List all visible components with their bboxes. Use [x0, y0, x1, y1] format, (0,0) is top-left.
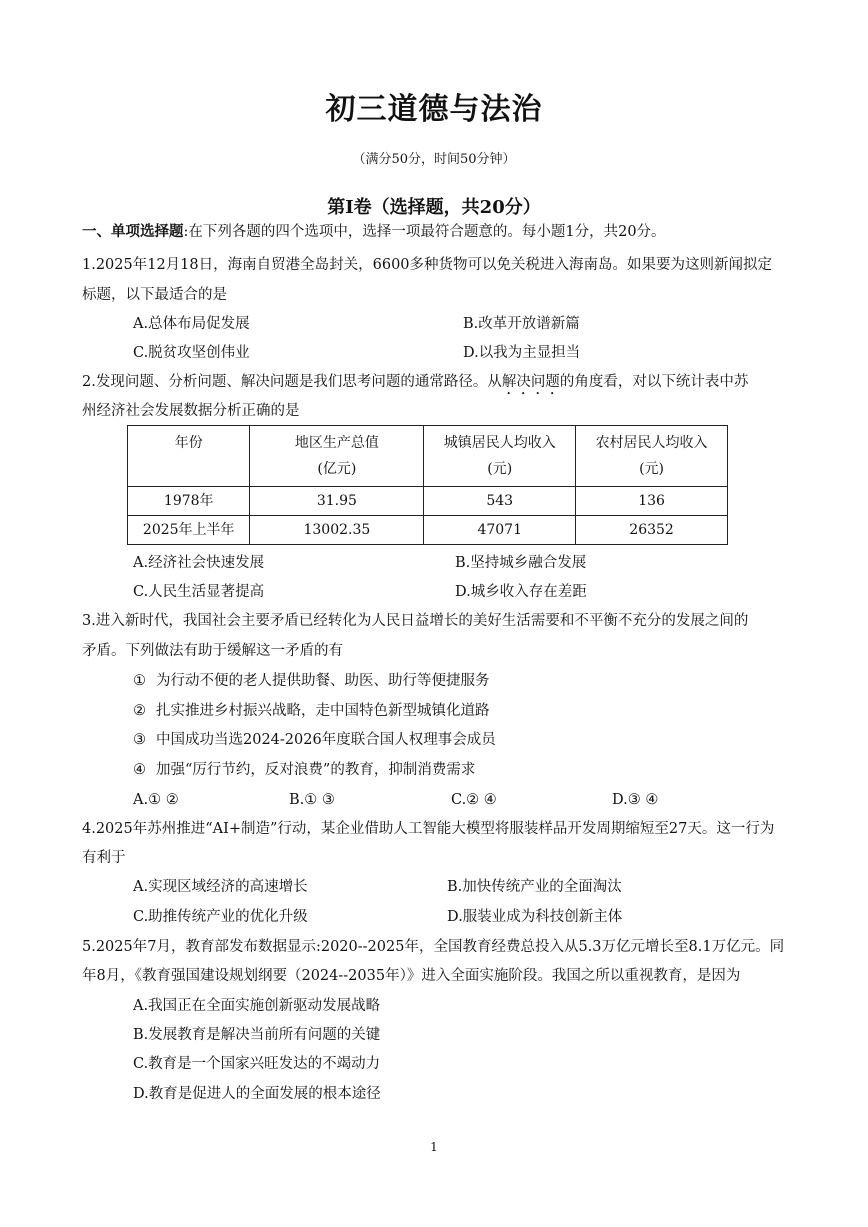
q2-stem-line2: 州经济社会发展数据分析正确的是: [82, 403, 300, 419]
q2-option-a: A.经济社会快速发展: [133, 555, 265, 571]
statement-number: ③: [133, 732, 146, 748]
q3-option-a: A.① ②: [133, 792, 179, 808]
header-line: 地区生产总值: [294, 435, 379, 451]
section-title: 第Ⅰ卷（选择题，共20分）: [327, 197, 541, 218]
statement-text: 扎实推进乡村振兴战略，走中国特色新型城镇化道路: [156, 703, 490, 719]
table-cell: 47071: [424, 516, 576, 545]
q1-option-c: C.脱贫攻坚创伟业: [133, 345, 250, 361]
q1-stem-line1: 1.2025年12月18日，海南自贸港全岛封关，6600多种货物可以免关税进入海南岛。如果要为这则新闻拟定: [82, 257, 773, 273]
statement-number: ①: [133, 673, 146, 689]
header-line: 农村居民人均收入: [595, 435, 708, 451]
table-cell: 31.95: [250, 487, 424, 516]
q3-statement-4: [133, 760, 475, 780]
statistics-table: [127, 425, 728, 545]
table-header-cell: [424, 426, 576, 487]
table-header-row: [128, 426, 728, 487]
q3-stem-line2: 矛盾。下列做法有助于缓解这一矛盾的有: [82, 643, 343, 659]
q3-statement-3: [133, 730, 496, 750]
q3-stem-line1: 3.进入新时代，我国社会主要矛盾已经转化为人民日益增长的美好生活需要和不平衡不充分的发展之间的: [82, 613, 749, 629]
q1-option-b: B.改革开放谱新篇: [463, 316, 580, 332]
q5-stem-line2: 年8月，《教育强国建设规划纲要（2024--2035年）》进入全面实施阶段。我国之所以重视教育，是因为: [82, 968, 741, 984]
table-header-cell: [128, 426, 250, 487]
q5-option-a: A.我国正在全面实施创新驱动发展战略: [133, 998, 381, 1014]
table-cell: 2025年上半年: [128, 516, 250, 545]
table-cell: 543: [424, 487, 576, 516]
q2-stem-emphasis: 解决问题: [501, 374, 560, 390]
page-number: 1: [430, 1140, 438, 1154]
q4-option-a: A.实现区域经济的高速增长: [133, 879, 308, 895]
statement-number: ④: [133, 762, 146, 778]
q3-option-d: D.③ ④: [612, 792, 659, 808]
q5-option-c: C.教育是一个国家兴旺发达的不竭动力: [133, 1056, 381, 1072]
q5-option-b: B.发展教育是解决当前所有问题的关键: [133, 1027, 381, 1043]
table-row: [128, 487, 728, 516]
instructions-text: :在下列各题的四个选项中，选择一项最符合题意的。每小题1分，共20分。: [183, 224, 666, 240]
table-header-cell: [576, 426, 728, 487]
q2-stem-post: 的角度看，对以下统计表中苏: [559, 374, 749, 390]
statement-text: 加强“厉行节约，反对浪费”的教育，抑制消费需求: [156, 762, 476, 778]
statement-number: ②: [133, 703, 146, 719]
q4-stem-line1: 4.2025年苏州推进“AI+制造”行动，某企业借助人工智能大模型将服装样品开发周期缩短至27天。这一行为: [82, 821, 775, 837]
q3-option-c: C.② ④: [451, 792, 497, 808]
q2-stem-line1: [82, 372, 748, 398]
header-line: (元): [639, 461, 665, 477]
table-cell: 1978年: [128, 487, 250, 516]
q3-option-b: B.① ③: [289, 792, 335, 808]
q1-stem-line2: 标题，以下最适合的是: [82, 287, 227, 303]
statement-text: 为行动不便的老人提供助餐、助医、助行等便捷服务: [156, 673, 490, 689]
statement-text: 中国成功当选2024-2026年度联合国人权理事会成员: [156, 732, 496, 748]
q1-option-a: A.总体布局促发展: [133, 316, 250, 332]
q2-option-c: C.人民生活显著提高: [133, 584, 265, 600]
table-cell: 136: [576, 487, 728, 516]
table-cell: 26352: [576, 516, 728, 545]
header-line: (亿元): [317, 461, 357, 477]
q2-option-b: B.坚持城乡融合发展: [455, 555, 587, 571]
exam-subtitle: （满分50分，时间50分钟）: [352, 152, 516, 167]
header-line: (元): [487, 461, 513, 477]
header-line: 城镇居民人均收入: [443, 435, 556, 451]
header-line: 年份: [174, 435, 203, 451]
instructions-heading: 一、单项选择题: [82, 223, 184, 240]
table-row: [128, 516, 728, 545]
q2-stem-pre: 2.发现问题、分析问题、解决问题是我们思考问题的通常路径。从: [82, 374, 502, 390]
instructions: [82, 222, 666, 242]
q3-statement-1: [133, 671, 490, 691]
q5-stem-line1: 5.2025年7月，教育部发布数据显示:2020--2025年，全国教育经费总投入从5.3万亿元增长至8.1万亿元。同: [82, 939, 785, 955]
q5-option-d: D.教育是促进人的全面发展的根本途径: [133, 1086, 381, 1102]
q4-stem-line2: 有利于: [82, 850, 126, 866]
q1-option-d: D.以我为主显担当: [463, 345, 581, 361]
table-cell: 13002.35: [250, 516, 424, 545]
q4-option-c: C.助推传统产业的优化升级: [133, 909, 308, 925]
q4-option-d: D.服装业成为科技创新主体: [447, 909, 623, 925]
page-title: 初三道德与法治: [325, 92, 543, 127]
q2-option-d: D.城乡收入存在差距: [455, 584, 587, 600]
q3-statement-2: [133, 701, 490, 721]
table-header-cell: [250, 426, 424, 487]
q4-option-b: B.加快传统产业的全面淘汰: [447, 879, 622, 895]
